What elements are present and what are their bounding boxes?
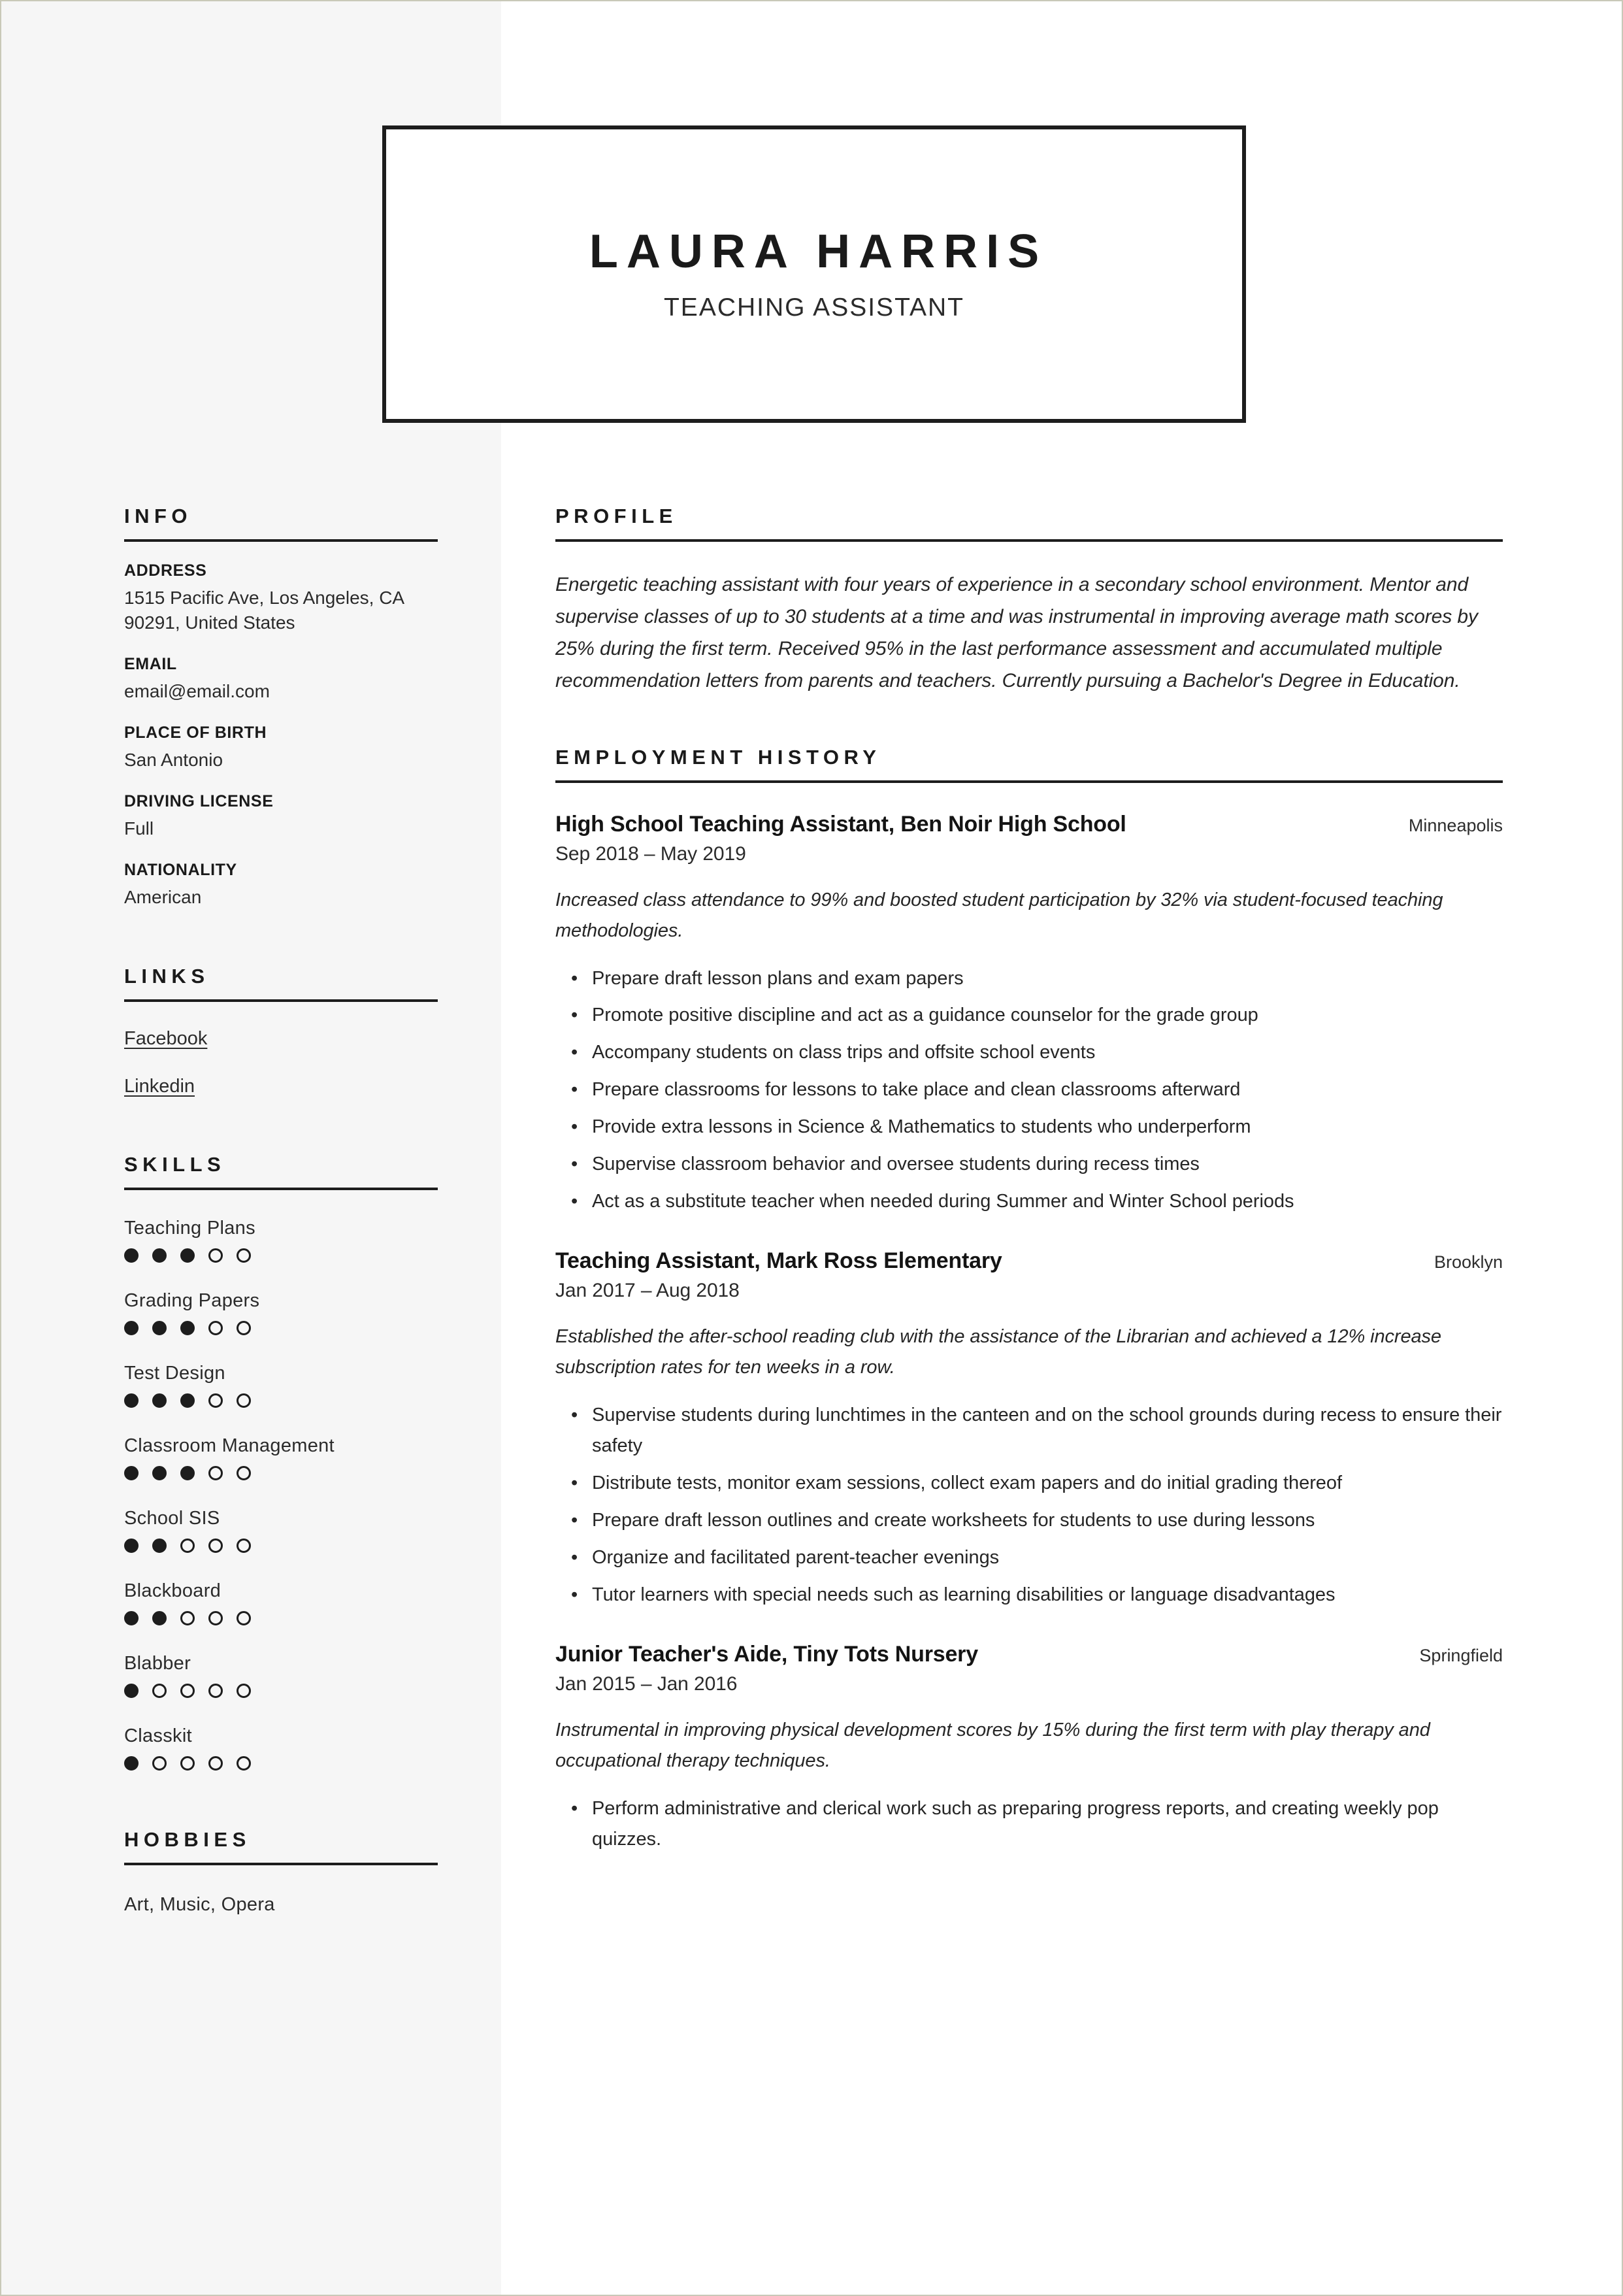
- info-item-address: [124, 561, 438, 635]
- info-value: American: [124, 887, 202, 908]
- skill-item: [124, 1508, 438, 1553]
- skill-rating: [124, 1393, 438, 1408]
- page-title: LAURA HARRIS: [589, 225, 1048, 278]
- job-responsibility-list: [555, 1400, 1503, 1610]
- list-item: • Distribute tests, monitor exam sessions, collect exam papers and do initial grading thereof: [592, 1468, 1503, 1499]
- rating-dot-empty-icon: [208, 1684, 223, 1698]
- employment-divider: [555, 780, 1503, 783]
- profile-divider: [555, 539, 1503, 542]
- info-value: Full: [124, 818, 154, 839]
- rating-dot-filled-icon: [124, 1756, 139, 1771]
- skill-rating: [124, 1539, 438, 1553]
- info-item-email: [124, 655, 438, 704]
- list-item: • Tutor learners with special needs such as learning disabilities or language disadvantages: [592, 1580, 1503, 1610]
- link-facebook[interactable]: Facebook: [124, 1028, 208, 1050]
- list-item: • Prepare draft lesson plans and exam papers: [592, 963, 1503, 994]
- list-item: • Organize and facilitated parent-teacher evenings: [592, 1542, 1503, 1573]
- employment-entry-header: [555, 1248, 1503, 1274]
- rating-dot-filled-icon: [180, 1393, 195, 1408]
- job-location: Brooklyn: [1434, 1252, 1503, 1273]
- skill-rating: [124, 1611, 438, 1625]
- job-location: Minneapolis: [1408, 815, 1503, 835]
- job-dates: Jan 2017 – Aug 2018: [555, 1280, 740, 1302]
- info-value: 1515 Pacific Ave, Los Angeles, CA 90291, United States: [124, 588, 404, 633]
- info-value: email@email.com: [124, 681, 270, 702]
- rating-dot-empty-icon: [237, 1393, 251, 1408]
- rating-dot-empty-icon: [208, 1611, 223, 1625]
- rating-dot-empty-icon: [152, 1756, 167, 1771]
- list-item: • Supervise classroom behavior and oversee students during recess times: [592, 1149, 1503, 1180]
- rating-dot-empty-icon: [152, 1684, 167, 1698]
- info-label: PLACE OF BIRTH: [124, 724, 267, 742]
- rating-dot-filled-icon: [152, 1248, 167, 1263]
- rating-dot-filled-icon: [124, 1539, 139, 1553]
- employment-list: [555, 812, 1503, 1855]
- rating-dot-filled-icon: [152, 1393, 167, 1408]
- skill-name: Classroom Management: [124, 1435, 335, 1457]
- info-item-nationality: [124, 861, 438, 910]
- skill-name: Test Design: [124, 1363, 225, 1384]
- job-role: High School Teaching Assistant, Ben Noir High School: [555, 811, 1126, 837]
- job-responsibility-list: [555, 963, 1503, 1218]
- rating-dot-filled-icon: [124, 1466, 139, 1480]
- employment-entry: [555, 812, 1503, 1218]
- rating-dot-empty-icon: [237, 1466, 251, 1480]
- job-responsibility-list: [555, 1793, 1503, 1855]
- skills-heading: SKILLS: [124, 1153, 226, 1176]
- skill-name: School SIS: [124, 1508, 220, 1529]
- job-location: Springfield: [1419, 1646, 1503, 1666]
- rating-dot-filled-icon: [152, 1611, 167, 1625]
- rating-dot-empty-icon: [180, 1684, 195, 1698]
- list-item: • Accompany students on class trips and offsite school events: [592, 1037, 1503, 1068]
- employment-heading: EMPLOYMENT HISTORY: [555, 745, 881, 769]
- info-label: EMAIL: [124, 655, 177, 674]
- skill-rating: [124, 1248, 438, 1263]
- list-item: • Perform administrative and clerical work such as preparing progress reports, and creating weekly pop quizzes.: [592, 1793, 1503, 1855]
- skill-rating: [124, 1756, 438, 1771]
- skill-name: Blackboard: [124, 1580, 221, 1602]
- employment-entry-header: [555, 1642, 1503, 1667]
- job-dates: Sep 2018 – May 2019: [555, 842, 746, 865]
- rating-dot-filled-icon: [180, 1321, 195, 1335]
- list-item: • Supervise students during lunchtimes in the canteen and on the school grounds during recess to ensure their safety: [592, 1400, 1503, 1461]
- sidebar: [124, 505, 438, 1916]
- list-item: • Prepare draft lesson outlines and create worksheets for students to use during lessons: [592, 1505, 1503, 1536]
- info-item-driving-license: [124, 792, 438, 841]
- job-summary: Increased class attendance to 99% and boosted student participation by 32% via student-focused teaching methodologies.: [555, 889, 1443, 941]
- rating-dot-empty-icon: [208, 1248, 223, 1263]
- rating-dot-filled-icon: [124, 1321, 139, 1335]
- rating-dot-empty-icon: [237, 1248, 251, 1263]
- skill-name: Grading Papers: [124, 1290, 260, 1312]
- skill-item: [124, 1218, 438, 1263]
- rating-dot-filled-icon: [152, 1539, 167, 1553]
- skill-rating: [124, 1321, 438, 1335]
- rating-dot-filled-icon: [124, 1248, 139, 1263]
- job-role: Teaching Assistant, Mark Ross Elementary: [555, 1248, 1002, 1274]
- rating-dot-empty-icon: [237, 1756, 251, 1771]
- rating-dot-empty-icon: [237, 1684, 251, 1698]
- hobbies-value: Art, Music, Opera: [124, 1894, 275, 1916]
- profile-text: Energetic teaching assistant with four years of experience in a secondary school environment. Mentor and supervise classes of up to 30 students at a time and was instrumental in improving average math scores by 25% during the first term. Received 95% in the last performance assessment and accumulated multiple recommendation letters from parents and teachers. Currently pursuing a Bachelor's Degree in Education.: [555, 574, 1478, 691]
- hobbies-divider: [124, 1863, 438, 1865]
- list-item: • Provide extra lessons in Science & Mathematics to students who underperform: [592, 1112, 1503, 1142]
- employment-entry: [555, 1642, 1503, 1855]
- links-section: [124, 965, 438, 1097]
- link-linkedin[interactable]: Linkedin: [124, 1076, 195, 1097]
- rating-dot-empty-icon: [237, 1321, 251, 1335]
- list-item: • Prepare classrooms for lessons to take place and clean classrooms afterward: [592, 1074, 1503, 1105]
- header-job-title: TEACHING ASSISTANT: [663, 293, 964, 322]
- rating-dot-empty-icon: [208, 1321, 223, 1335]
- hobbies-section: [124, 1828, 438, 1916]
- skills-divider: [124, 1188, 438, 1190]
- links-heading: LINKS: [124, 965, 210, 988]
- job-role: Junior Teacher's Aide, Tiny Tots Nursery: [555, 1642, 978, 1667]
- main-content: [555, 505, 1503, 1855]
- header-name-box: [382, 125, 1246, 423]
- info-heading: INFO: [124, 505, 193, 527]
- skill-name: Teaching Plans: [124, 1218, 255, 1239]
- employment-entry-header: [555, 812, 1503, 837]
- rating-dot-empty-icon: [180, 1756, 195, 1771]
- skill-item: [124, 1435, 438, 1480]
- rating-dot-filled-icon: [180, 1466, 195, 1480]
- rating-dot-filled-icon: [180, 1248, 195, 1263]
- rating-dot-filled-icon: [124, 1393, 139, 1408]
- rating-dot-filled-icon: [124, 1684, 139, 1698]
- info-label: DRIVING LICENSE: [124, 792, 274, 811]
- info-divider: [124, 539, 438, 542]
- rating-dot-empty-icon: [208, 1393, 223, 1408]
- info-section: [124, 505, 438, 910]
- rating-dot-empty-icon: [237, 1611, 251, 1625]
- employment-entry: [555, 1248, 1503, 1610]
- rating-dot-filled-icon: [152, 1321, 167, 1335]
- skill-item: [124, 1580, 438, 1625]
- rating-dot-empty-icon: [237, 1539, 251, 1553]
- skill-rating: [124, 1684, 438, 1698]
- links-divider: [124, 999, 438, 1002]
- skills-section: [124, 1153, 438, 1771]
- skill-name: Blabber: [124, 1653, 191, 1674]
- info-item-place-of-birth: [124, 724, 438, 773]
- job-summary: Instrumental in improving physical development scores by 15% during the first term with play therapy and occupational therapy techniques.: [555, 1720, 1430, 1771]
- rating-dot-empty-icon: [180, 1539, 195, 1553]
- skill-item: [124, 1290, 438, 1335]
- skill-item: [124, 1363, 438, 1408]
- skill-item: [124, 1725, 438, 1771]
- info-label: NATIONALITY: [124, 861, 237, 880]
- rating-dot-empty-icon: [208, 1466, 223, 1480]
- profile-heading: PROFILE: [555, 505, 678, 527]
- rating-dot-filled-icon: [124, 1611, 139, 1625]
- skill-rating: [124, 1466, 438, 1480]
- info-value: San Antonio: [124, 750, 223, 771]
- profile-section: [555, 505, 1503, 697]
- info-label: ADDRESS: [124, 561, 207, 580]
- list-item: • Act as a substitute teacher when needed during Summer and Winter School periods: [592, 1186, 1503, 1217]
- skill-item: [124, 1653, 438, 1698]
- rating-dot-empty-icon: [180, 1611, 195, 1625]
- list-item: • Promote positive discipline and act as a guidance counselor for the grade group: [592, 1000, 1503, 1031]
- job-dates: Jan 2015 – Jan 2016: [555, 1673, 738, 1695]
- skill-name: Classkit: [124, 1725, 192, 1747]
- rating-dot-filled-icon: [152, 1466, 167, 1480]
- job-summary: Established the after-school reading club with the assistance of the Librarian and achieved a 12% increase subscription rates for ten weeks in a row.: [555, 1326, 1441, 1378]
- skills-list: [124, 1218, 438, 1771]
- employment-section: [555, 746, 1503, 1855]
- hobbies-heading: HOBBIES: [124, 1828, 251, 1852]
- rating-dot-empty-icon: [208, 1539, 223, 1553]
- rating-dot-empty-icon: [208, 1756, 223, 1771]
